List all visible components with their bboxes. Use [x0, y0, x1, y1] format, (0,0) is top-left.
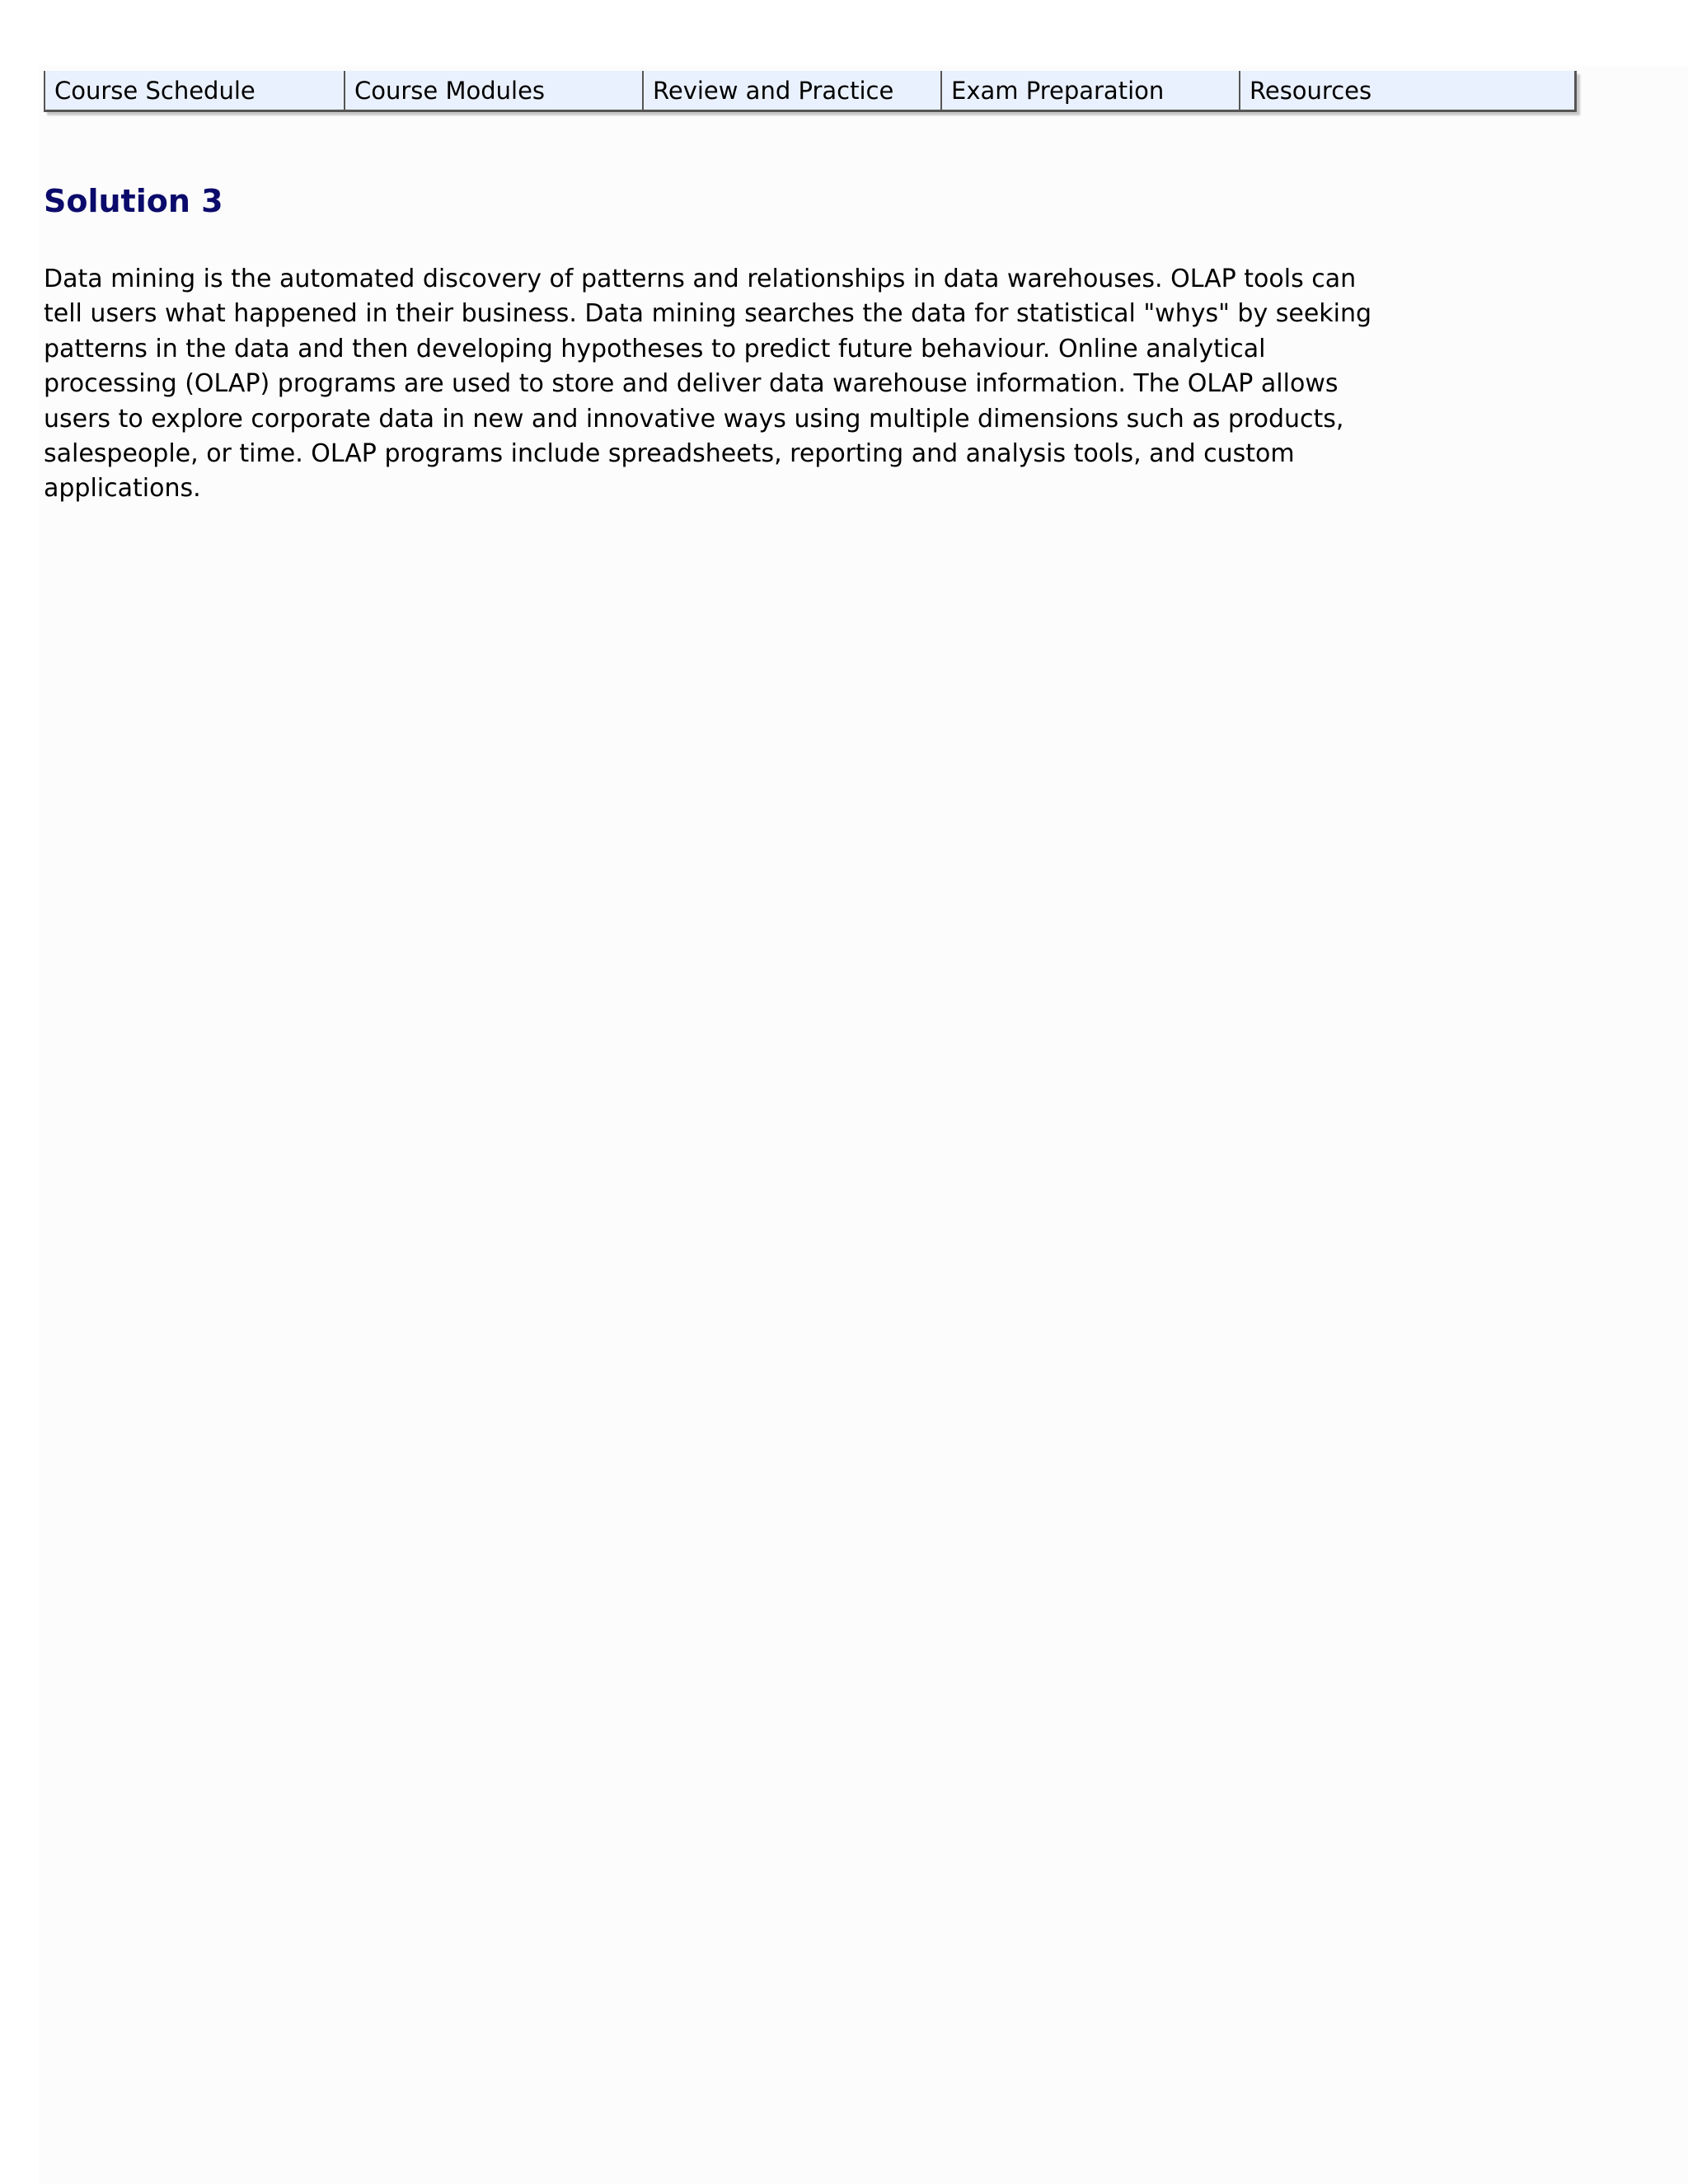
nav-link-course-modules[interactable]: Course Modules [344, 71, 642, 110]
solution-paragraph: Data mining is the automated discovery of patterns and relationships in data warehouses. OLAP tools can tell users what happened in their business. Data mining searches the data for statistical "whys" by seeking patterns in the data and then developing hypotheses to predict future behaviour. Online analytical processing (OLAP) programs are used to store and deliver data warehouse information. The OLAP allows users to explore corporate data in new and innovative ways using multiple dimensions such as products, salespeople, or time. OLAP programs include spreadsheets, reporting and analysis tools, and custom applications. [44, 265, 1372, 504]
nav-link-course-schedule[interactable]: Course Schedule [54, 76, 256, 105]
page-title: Solution 3 [44, 183, 223, 219]
nav-link-resources[interactable]: Resources [1239, 71, 1574, 110]
nav-link-review-and-practice[interactable]: Review and Practice [642, 71, 940, 110]
course-nav-bar [44, 71, 1577, 112]
nav-link-exam-preparation[interactable]: Exam Preparation [940, 71, 1239, 110]
